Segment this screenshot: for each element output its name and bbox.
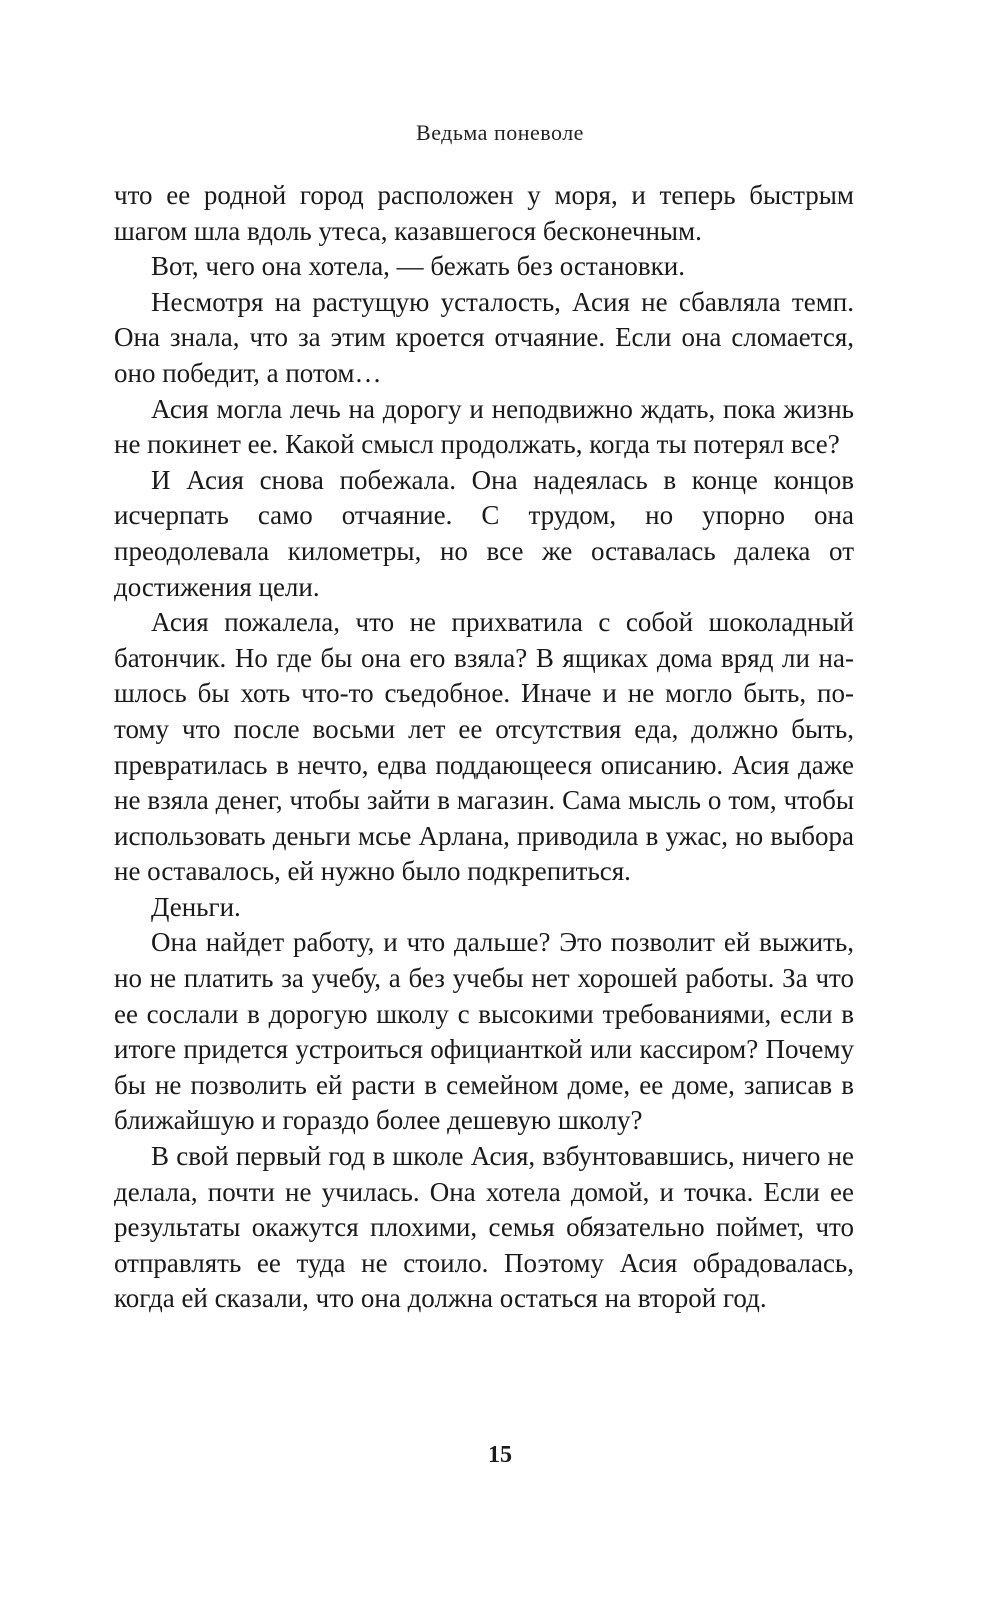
paragraph: Вот, чего она хотела, — бежать без остановки.: [151, 251, 685, 282]
paragraph: что ее родной город расположен у моря, и теперь быстрым шагом шла вдоль утеса, казавшегося бесконечным.: [114, 180, 854, 246]
paragraph: Несмотря на растущую усталость, Асия не сбавляла темп. Она знала, что за этим кроется отчаяние. Если она сломается, оно победит, а потом…: [114, 286, 854, 388]
running-title: Ведьма поневоле: [416, 120, 584, 145]
paragraph: Асия могла лечь на дорогу и неподвижно ждать, пока жизнь не покинет ее. Какой смысл продолжать, когда ты потерял все?: [114, 393, 854, 460]
paragraph: В свой первый год в школе Асия, взбунтовавшись, ничего не делала, почти не училась. Она хотела домой, и точка. Если ее результаты окажутся плохими, семья обязательно поймет, что отправлять ее туда не стоило. Поэтому Асия обрадовалась, когда ей сказали, что она должна остаться на второй год.: [114, 1141, 854, 1314]
paragraph: Деньги.: [151, 891, 241, 922]
paragraph: И Асия снова побежала. Она надеялась в конце концов исчерпать само отчаяние. С трудом, но упорно она преодолевала километры, но все же оставалась далека от достижения цели.: [114, 464, 854, 602]
paragraph: Она найдет работу, и что дальше? Это позволит ей выжить, но не платить за учебу, а без учебы нет хорошей работы. За что ее сослали в дорогую школу с высокими требованиями, если в итоге придется устроиться официанткой или кассиром? Почему бы не позволить ей расти в семейном доме, ее доме, записав в ближайшую и гораздо более дешевую школу?: [114, 927, 854, 1136]
page-number: 15: [488, 1442, 512, 1468]
paragraph: Асия пожалела, что не прихватила с собой шоколадный батончик. Но где бы она его взяла? В ящиках дома вряд ли нашлось бы хоть что-то съедобное. Иначе и не могло быть, потому что после восьми лет ее отсутствия еда, должно быть, превратилась в нечто, едва поддающееся описанию. Асия даже не взяла денег, чтобы зайти в магазин. Сама мысль о том, чтобы использовать деньги мсье Арлана, приводила в ужас, но выбора не оставалось, ей нужно было подкрепиться.: [114, 607, 854, 887]
body-text: [114, 178, 854, 1317]
